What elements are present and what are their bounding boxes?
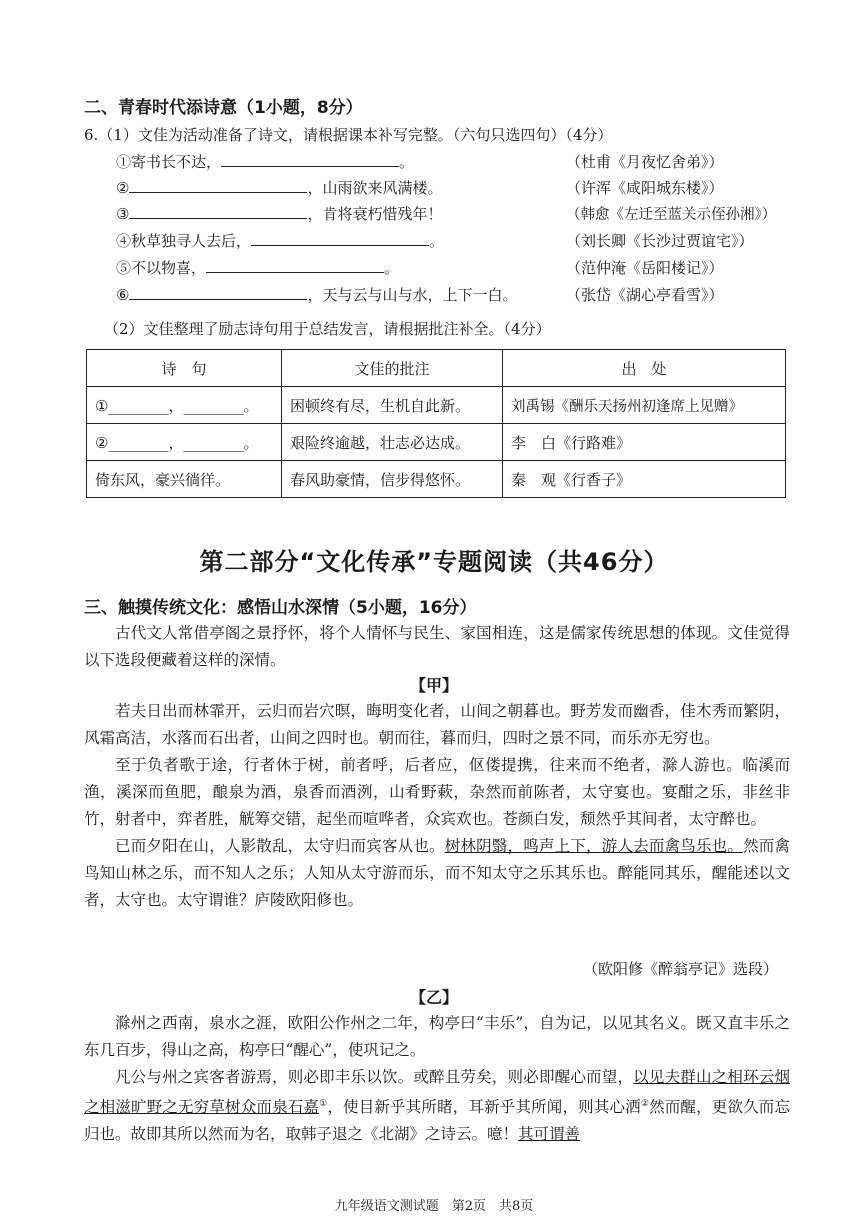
fill-line-2 <box>116 177 442 198</box>
source-cell: 李 白《行路难》 <box>503 424 786 461</box>
answer-blank[interactable] <box>129 285 307 300</box>
line-post: ，天与云与山与水，上下一白。 <box>307 286 518 304</box>
line-source: （许浑《咸阳城东楼》） <box>566 179 724 197</box>
note-cell: 艰险终逾越，壮志必达成。 <box>282 424 503 461</box>
table-row <box>87 461 786 498</box>
line-number: ② <box>116 179 130 197</box>
line-post: ，山雨欲来风满楼。 <box>307 179 443 197</box>
passage-paragraph <box>84 1064 790 1148</box>
intro-text: 古代文人常借亭阁之景抒怀，将个人情怀与民生、家国相连，这是儒家传统思想的体现。文佳觉得以下选段便藏着这样的深情。 <box>84 624 790 669</box>
underlined-sentence: 以见夫群山之相环云烟之相滋旷野之无穷草树众而泉石嘉 <box>84 1068 790 1117</box>
line-source: （张岱《湖心亭看雪》） <box>566 286 724 304</box>
line-post: 。 <box>384 259 400 277</box>
fill-line-3 <box>116 203 442 224</box>
passage-paragraph: 若夫日出而林霏开，云归而岩穴暝，晦明变化者，山间之朝暮也。野芳发而幽香，佳木秀而繁阴，风霜高洁，水落而石出者，山间之四时也。朝而往，暮而归，四时之景不同，而乐亦无穷也。 <box>84 702 790 747</box>
text-span: 然而醒，更欲久而忘归也。故即其所以然而为名，取韩子退之《北湖》之诗云。噫！ <box>84 1098 790 1144</box>
line-pre: 不以物喜， <box>131 259 207 277</box>
poem-cell: 倚东风，豪兴徜徉。 <box>87 461 282 498</box>
passage-yi <box>84 1010 790 1148</box>
table-header: 文佳的批注 <box>282 350 503 387</box>
table-row <box>87 387 786 424</box>
note-cell: 春风助豪情，信步得悠怀。 <box>282 461 503 498</box>
poem-table <box>86 349 786 498</box>
table-header: 出 处 <box>503 350 786 387</box>
table-header: 诗 句 <box>87 350 282 387</box>
line-number: ③ <box>116 205 130 223</box>
text-span: 然而禽鸟知山林之乐，而不知人之乐；人知从太守游而乐，而不知太守之乐其乐也。醉能同其乐，醒能述以文者，太守也。太守谓谁？庐陵欧阳修也。 <box>84 837 790 909</box>
passage-paragraph: 滁州之西南，泉水之涯，欧阳公作州之二年，构亭曰“丰乐”，自为记，以见其名义。既又直丰乐之东几百步，得山之高，构亭曰“醒心”，使巩记之。 <box>84 1014 790 1059</box>
fill-line-4 <box>116 230 444 251</box>
passage-paragraph <box>84 833 790 914</box>
intro-paragraph <box>84 620 790 674</box>
line-number: ① <box>116 153 132 171</box>
line-number: ⑥ <box>116 286 130 304</box>
passage-label-yi: 【乙】 <box>409 988 458 1007</box>
page-footer: 九年级语文测试题 第2页 共8页 <box>334 1199 534 1214</box>
passage-paragraph: 至于负者歌于途，行者休于树，前者呼，后者应，伛偻提携，往来而不绝者，滁人游也。临溪而渔，溪深而鱼肥，酿泉为酒，泉香而酒洌，山肴野蔌，杂然而前陈者，太守宴也。宴酣之乐，非丝非竹，射者中，弈者胜，觥筹交错，起坐而喧哗者，众宾欢也。苍颜白发，颓然乎其间者，太守醉也。 <box>84 756 790 828</box>
line-source: （范仲淹《岳阳楼记》） <box>566 259 724 277</box>
answer-blank[interactable] <box>129 178 307 193</box>
poem-cell[interactable]: ①________，________。 <box>87 387 282 424</box>
passage-jia <box>84 698 790 914</box>
fill-line-1 <box>116 151 414 172</box>
fill-line-6 <box>116 284 517 305</box>
line-post: 。 <box>429 232 445 250</box>
answer-blank[interactable] <box>251 231 429 246</box>
table-row <box>87 424 786 461</box>
source-cell: 刘禹锡《酬乐天扬州初逢席上见赠》 <box>503 387 786 424</box>
section-heading: 三、触摸传统文化：感悟山水深情（5小题，16分） <box>84 598 477 618</box>
footnote-marker: ② <box>640 1099 650 1109</box>
line-number: ④ <box>116 232 132 250</box>
line-pre: 秋草独寻人去后， <box>131 232 252 250</box>
answer-blank[interactable] <box>221 152 399 167</box>
note-cell: 困顿终有尽，生机自此新。 <box>282 387 503 424</box>
table-header-row <box>87 350 786 387</box>
text-span: 凡公与州之宾客者游焉，则必即丰乐以饮。或醉且劳矣，则必即醒心而望， <box>115 1068 634 1086</box>
passage-label-jia: 【甲】 <box>409 676 458 695</box>
section-heading: 二、青春时代添诗意（1小题，8分） <box>84 98 363 118</box>
text-span: 已而夕阳在山，人影散乱，太守归而宾客从也。 <box>115 837 445 855</box>
fill-line-5 <box>116 257 399 278</box>
line-source: （韩愈《左迁至蓝关示侄孙湘》） <box>566 207 777 223</box>
line-post: ，肯将衰朽惜残年！ <box>307 205 443 223</box>
question-6-part2: （2）文佳整理了励志诗句用于总结发言，请根据批注补全。（4分） <box>104 320 551 338</box>
line-post: 。 <box>399 153 415 171</box>
footnote-marker: ① <box>319 1099 328 1109</box>
line-number: ⑤ <box>116 259 132 277</box>
passage-source: （欧阳修《醉翁亭记》选段） <box>582 960 778 978</box>
poem-cell[interactable]: ②________，________。 <box>87 424 282 461</box>
line-source: （杜甫《月夜忆舍弟》） <box>566 153 724 171</box>
text-span: ，使目新乎其所睹，耳新乎其所闻，则其心洒 <box>327 1098 641 1117</box>
answer-blank[interactable] <box>206 258 384 273</box>
question-6-intro: 6.（1）文佳为活动准备了诗文，请根据课本补写完整。（六句只选四句）（4分） <box>84 126 613 144</box>
answer-blank[interactable] <box>129 204 307 219</box>
line-source: （刘长卿《长沙过贾谊宅》） <box>566 232 754 250</box>
part-title: 第二部分“文化传承”专题阅读（共46分） <box>199 548 669 576</box>
source-cell: 秦 观《行香子》 <box>503 461 786 498</box>
line-pre: 寄书长不达， <box>131 153 222 171</box>
underlined-sentence: 树林阴翳，鸣声上下，游人去而禽鸟乐也。 <box>444 837 744 855</box>
underlined-sentence: 其可谓善 <box>518 1125 581 1144</box>
